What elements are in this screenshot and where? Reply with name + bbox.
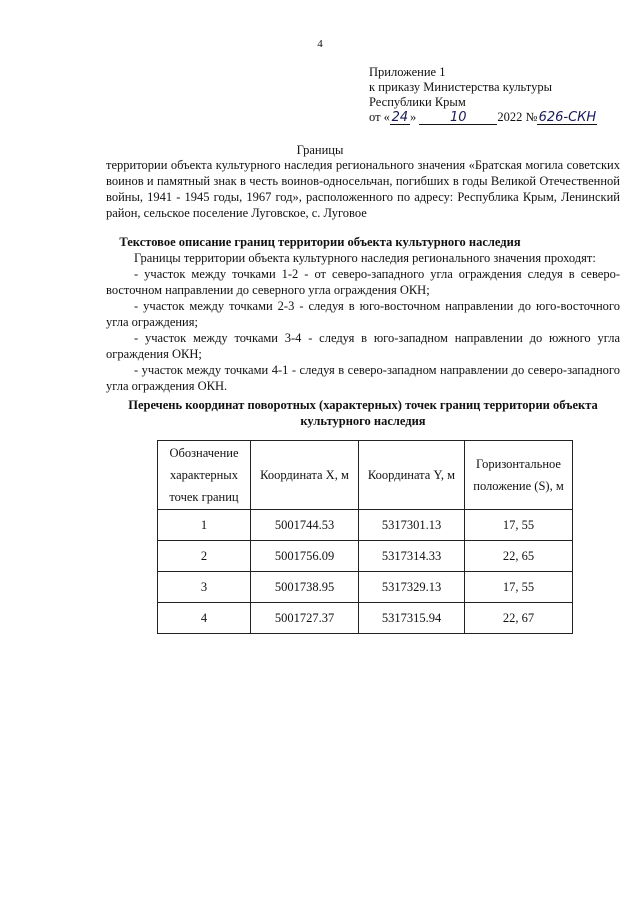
table-row: [158, 541, 573, 572]
text-description-heading: Текстовое описание границ территории объекта культурного наследия: [119, 235, 521, 249]
header-horizontal-distance: Горизонтальное положение (S), м: [465, 441, 573, 510]
appendix-date-line: [369, 110, 597, 125]
cell-point: 2: [158, 541, 251, 572]
date-month: 10: [419, 111, 497, 125]
cell-point: 3: [158, 572, 251, 603]
paragraph-segment-4-1: - участок между точками 4-1 - следуя в северо-западном направлении до северо-западного угла ограждения ОКН.: [106, 363, 620, 393]
cell-y: 5317314.33: [359, 541, 465, 572]
paragraph-segment-2-3: - участок между точками 2-3 - следуя в юго-восточном направлении до юго-восточного угла ограждения;: [106, 299, 620, 329]
coordinates-table-heading: Перечень координат поворотных (характерных) точек границ территории объекта культурного наследия: [128, 398, 598, 428]
date-day: 24: [391, 110, 409, 125]
cell-x: 5001744.53: [251, 510, 359, 541]
date-mid: »: [409, 110, 417, 124]
table-row: [158, 510, 573, 541]
table-row: [158, 572, 573, 603]
appendix-line-2: к приказу Министерства культуры: [369, 80, 552, 94]
object-description: территории объекта культурного наследия регионального значения «Братская могила советских воинов и памятный знак в честь воинов-односельчан, погибших в годы Великой Отечественной войны, 1941 - 1945 годы, 1967 год», расположенного по адресу: Республика Крым, Ленинский район, сельское поселение Луговское, с. Луговое: [106, 158, 620, 220]
page-number: 4: [317, 38, 323, 50]
appendix-line-3: Республики Крым: [369, 95, 466, 109]
header-point-designation: Обозначение характерных точек границ: [158, 441, 251, 510]
order-number: 626-СКН: [538, 110, 597, 125]
table-header-row: [158, 441, 573, 510]
cell-s: 22, 67: [465, 603, 573, 634]
cell-x: 5001738.95: [251, 572, 359, 603]
cell-y: 5317301.13: [359, 510, 465, 541]
cell-x: 5001756.09: [251, 541, 359, 572]
cell-y: 5317329.13: [359, 572, 465, 603]
cell-s: 17, 55: [465, 510, 573, 541]
paragraph-segment-3-4: - участок между точками 3-4 - следуя в юго-западном направлении до южного угла ограждения ОКН;: [106, 331, 620, 361]
header-coordinate-y: Координата Y, м: [359, 441, 465, 510]
cell-point: 1: [158, 510, 251, 541]
appendix-block: [369, 65, 597, 125]
cell-s: 22, 65: [465, 541, 573, 572]
date-year: 2022 №: [497, 110, 538, 124]
table-row: [158, 603, 573, 634]
coordinates-table: [157, 440, 573, 634]
cell-x: 5001727.37: [251, 603, 359, 634]
cell-point: 4: [158, 603, 251, 634]
text-description-body: [106, 250, 620, 394]
boundaries-title: Границы: [296, 143, 344, 157]
appendix-line-1: Приложение 1: [369, 65, 446, 79]
header-coordinate-x: Координата X, м: [251, 441, 359, 510]
cell-y: 5317315.94: [359, 603, 465, 634]
paragraph-segment-1-2: - участок между точками 1-2 - от северо-западного угла ограждения следуя в северо-восточном направлении до северного угла ограждения ОКН;: [106, 267, 620, 297]
paragraph-intro: Границы территории объекта культурного наследия регионального значения проходят:: [134, 251, 596, 265]
cell-s: 17, 55: [465, 572, 573, 603]
date-prefix: от «: [369, 110, 390, 124]
